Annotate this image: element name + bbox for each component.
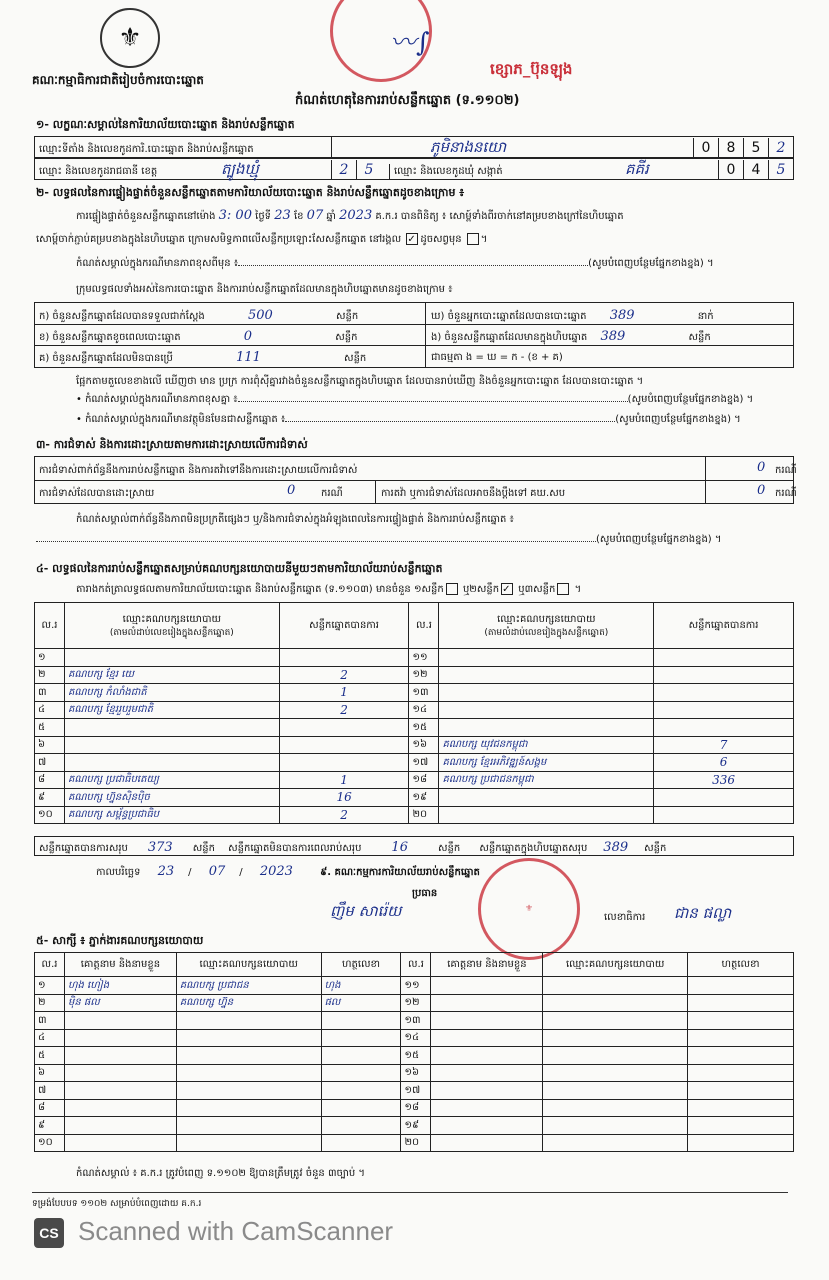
form-note: ទម្រង់បែបបទ ១១០២ សម្រាប់បំពេញដោយ គ.ក.រ [32,1199,202,1209]
row-no: ២០ [401,1134,431,1152]
agent-party [543,994,688,1012]
agent-signature [688,1064,794,1082]
s5-col-party-r: ឈ្មោះគណបក្សនយោបាយ [543,953,688,977]
agent-signature [688,1012,794,1030]
agent-name [64,1012,176,1030]
s1-row2-value2: គគីរ [625,160,649,178]
s2-line2: សោម្ព៍ចាក់ភ្ជាប់គម្របខាងក្នុងនៃហិបឆ្នោត ក្រោមសមិទ្ធភាពលើសន្លឹកប្រឡោះសែសន្លឹកឆ្នោត នៅរង្គល ✓ ដូចសព្វមុន ។ [36,234,488,245]
party-name: គណបក្ស ប្រជាជនកម្ពុជា [439,771,654,789]
s2-note: កំណត់សម្គាល់ក្នុងករណីមានភាពខុសពីមុន ៖ (សូមបំពេញបន្ថែមផ្នែកខាងខ្នង) ។ [76,258,714,269]
result-a: ក) ចំនួនសន្លឹកឆ្នោតដែលបានទទួលជាក់ស្តែង 500 សន្លឹក [39,308,359,323]
s4-col-votes: សន្លឹកឆ្នោតបានការ [279,603,409,649]
party-name [64,754,279,772]
s5-table [34,952,794,1152]
row-no: ៨ [35,771,65,789]
s5-col-sign-r: ហត្ថលេខា [688,953,794,977]
party-name [439,684,654,702]
s4-title: ៤- លទ្ធផលនៃការរាប់សន្លឹកឆ្នោតសម្រាប់គណបក្សនយោបាយនីមួយៗតាមការិយាល័យរាប់សន្លឹកឆ្នោត [36,562,443,575]
row-no: ៦ [35,1064,65,1082]
party-name: គណបក្ស ខ្មែររួបរួមជាតិ [64,701,279,719]
agent-name [64,1047,176,1065]
chair-label: ប្រធាន [412,888,438,899]
agent-signature [688,1134,794,1152]
result-d: ឃ) ចំនួនអ្នកបោះឆ្នោតដែលបានបោះឆ្នោត 389 នាក់ [431,308,714,323]
agent-party [176,1117,321,1135]
vote-count: 7 [654,736,794,754]
top-signature: 〰∫ [390,28,430,58]
agent-name [431,1099,543,1117]
agent-party [176,1099,321,1117]
agent-signature [321,1099,401,1117]
row-no: ៣ [35,684,65,702]
s3-note-line: (សូមបំពេញបន្ថែមផ្នែកខាងខ្នង) ។ [36,532,796,547]
table-row [35,736,794,754]
agent-name [431,1047,543,1065]
table-row [35,1082,794,1100]
agent-party [176,1047,321,1065]
party-name [439,649,654,667]
s1-row1-label: ឈ្មោះទីតាំង និងលេខកូដការិ.បោះឆ្នោត និងរាប់សន្លឹកឆ្នោត [39,144,254,155]
agent-party [176,1029,321,1047]
s4-col-votes-r: សន្លឹកឆ្នោតបានការ [654,603,794,649]
row-no: ១៨ [401,1099,431,1117]
table-row [35,719,794,737]
agent-party [543,977,688,995]
s5-title: ៥- សាក្សី ៖ ភ្នាក់ងារគណបក្សនយោបាយ [36,934,204,947]
row-no: ៥ [35,719,65,737]
vote-count: 6 [654,754,794,772]
s1-row1-code: 0 8 5 2 [693,137,793,157]
row-no: ៦ [35,736,65,754]
s5-footnote: កំណត់សម្គាល់ ៖ គ.ក.រ ត្រូវបំពេញ ទ.១១០២ ឱ្យបានត្រឹមត្រូវ ចំនួន ៣ច្បាប់ ។ [76,1168,365,1179]
vote-count [279,719,409,737]
vote-count: 336 [654,771,794,789]
party-name [439,719,654,737]
vote-count [279,736,409,754]
row-no: ១ [35,649,65,667]
agent-signature [688,1029,794,1047]
agent-signature: ផល [321,994,401,1012]
agent-name [64,1029,176,1047]
party-name: គណបក្ស ហ្វ៊ុនស៊ិនប៉ិច [64,789,279,807]
agent-name [431,1082,543,1100]
agent-signature [688,1047,794,1065]
agent-signature [321,1082,401,1100]
agent-name [64,1064,176,1082]
table-row [35,806,794,824]
agent-name [431,1012,543,1030]
party-name [64,736,279,754]
table-row [35,994,794,1012]
vote-count: 2 [279,806,409,824]
s4-col-party-r: ឈ្មោះគណបក្សនយោបាយ (តាមលំដាប់លេខរៀងក្នុងសន្លឹកឆ្នោត) [439,603,654,649]
row-no: ៤ [35,701,65,719]
row-no: ១៥ [401,1047,431,1065]
chair-signature: ញឹម សារ៉េយ [330,902,402,920]
agent-signature [321,1134,401,1152]
party-name: គណបក្ស ខ្មែរអភិវឌ្ឍន៍សង្គម [439,754,654,772]
s3-note: កំណត់សម្គាល់ពាក់ព័ន្ធនឹងភាពមិនប្រក្រតីផ្សេងៗ ឬ/និងការជំទាស់ក្នុងអំឡុងពេលនៃការផ្ទៀងផ្ទាត់ និងការរាប់សន្លឹកឆ្នោត ៖ [76,514,514,525]
agent-name [64,1082,176,1100]
table-row [35,789,794,807]
s2-year: 2023 [339,208,373,223]
vote-count [654,649,794,667]
row-no: ១៥ [409,719,439,737]
agent-party [543,1117,688,1135]
row-no: ១៦ [409,736,439,754]
agent-party: គណបក្ស ប្រជាជន [176,977,321,995]
s4-col-no-r: ល.រ [409,603,439,649]
s2-results-box [34,302,794,368]
s3-r2-unit2: ករណី [775,488,797,499]
s2-day: 23 [274,208,291,223]
vote-count [654,806,794,824]
s2-check-line: ផ្អែកតាមតួលេខខាងលើ ឃើញថា មាន ប្រក្រ ការពុំស៊ីគ្នារវាងចំនួនសន្លឹកឆ្នោតក្នុងហិបឆ្នោត ដែលបានរាប់ឃើញ និងចំនួនអ្នកបោះឆ្នោត ដែលបានបោះឆ្នោត ។ [76,376,644,387]
row-no: ១៧ [401,1082,431,1100]
agent-signature [321,1012,401,1030]
party-name [64,649,279,667]
org-name: គណៈកម្មាធិការជាតិរៀបចំការបោះឆ្នោត [32,73,204,87]
s1-row2-label2: ឈ្មោះ និងលេខកូដឃុំ សង្កាត់ [389,164,503,179]
s3-r2-unit: ករណី [321,488,343,499]
row-no: ៤ [35,1029,65,1047]
table-row [35,649,794,667]
s4-totals: សន្លឹកឆ្នោតបានការសរុប 373 សន្លឹក សន្លឹកឆ្នោតមិនបានការពេលរាប់សរុប 16 សន្លឹក សន្លឹកឆ្នោតក្នុងហិបឆ្នោតសរុប 389 សន្លឹក [34,836,794,856]
s1-row2 [34,158,794,180]
row-no: ៣ [35,1012,65,1030]
result-e: ង) ចំនួនសន្លឹកឆ្នោតដែលមានក្នុងហិបឆ្នោត 389 សន្លឹក [431,329,711,344]
s2-line1: ការផ្ទៀងផ្ទាត់ចំនួនសន្លឹកឆ្នោតនៅម៉ោង 3: 00 ថ្ងៃទី 23 ខែ 07 ឆ្នាំ 2023 គ.ក.រ បានពិនិត្យ ៖ សោម្ព៍ទាំងពីរចាក់នៅគម្របខាងក្រៅនៃហិបឆ្នោត [76,208,624,223]
s4-table [34,602,794,824]
s5-col-no-r: ល.រ [401,953,431,977]
same-checkbox[interactable]: ✓ [406,233,418,245]
agent-name [431,977,543,995]
agent-party [176,1064,321,1082]
row-no: ១៤ [401,1029,431,1047]
s1-row2-code: 2 5 [331,159,381,179]
agent-name: ហុង ហៀង [64,977,176,995]
s1-row2-label: ឈ្មោះ និងលេខកូដរាជធានី ខេត្ត [39,166,158,177]
party-name: គណបក្ស យុវជនកម្ពុជា [439,736,654,754]
agent-party [543,1134,688,1152]
agent-name [431,1029,543,1047]
s5-col-name: គោត្តនាម និងនាមខ្លួន [64,953,176,977]
agent-name [64,1134,176,1152]
red-name-stamp: ខ្សោភ_ប៊ុនឡុង [490,60,573,78]
agent-party [543,1047,688,1065]
s2-month: 07 [306,208,324,223]
s2-bullet1: • កំណត់សម្គាល់ក្នុងករណីមានភាពខុសគ្នា ៖ (សូមបំពេញបន្ថែមផ្នែកខាងខ្នង) ។ [76,394,754,405]
secretary-signature: ជាន ផល្លា [674,904,732,922]
table-row [35,771,794,789]
s5-col-sign: ហត្ថលេខា [321,953,401,977]
vote-count [279,754,409,772]
agent-signature [321,1064,401,1082]
party-name [64,719,279,737]
s3-title: ៣- ការជំទាស់ និងការដោះស្រាយតាមការដោះស្រាយលើការជំទាស់ [36,438,308,451]
table-row [35,1029,794,1047]
table-row [35,684,794,702]
row-no: ១៣ [409,684,439,702]
camscanner-text: Scanned with CamScanner [78,1216,394,1246]
camscanner-badge: CS [34,1218,64,1248]
vote-count [654,684,794,702]
agent-signature [321,1117,401,1135]
agent-party [543,1064,688,1082]
s2-results-intro: ក្រុមលទ្ធផលទាំងអស់នៃការបោះឆ្នោត និងការរាប់សន្លឹកឆ្នោតដែលមានក្នុងហិបឆ្នោតមានដូចខាងក្រោម ៖ [76,284,453,295]
s3-box [34,456,797,504]
sheet3-checkbox[interactable] [557,583,569,595]
agent-signature [688,994,794,1012]
vote-count: 1 [279,684,409,702]
sheet2-checkbox[interactable]: ✓ [501,583,513,595]
agent-signature [688,1117,794,1135]
s3-r1-value: 0 [757,460,766,475]
agent-party [543,1029,688,1047]
party-name [439,806,654,824]
agent-party [543,1099,688,1117]
vote-count: 2 [279,666,409,684]
agent-party [543,1012,688,1030]
row-no: ៩ [35,1117,65,1135]
agent-signature: ហុង [321,977,401,995]
row-no: ៧ [35,1082,65,1100]
row-no: ១៨ [409,771,439,789]
table-row [35,666,794,684]
agent-party [176,1082,321,1100]
s4-col-no: ល.រ [35,603,65,649]
party-name: គណបក្ស ខ្មែរ យេ [64,666,279,684]
form-title: កំណត់ហេតុនៃការរាប់សន្លឹកឆ្នោត (ទ.១១០២) [295,93,520,108]
vote-count [279,649,409,667]
row-no: ១០ [35,1134,65,1152]
s4-date: កាលបរិច្ឆេទ 23 / 07 / 2023 ៩. គណៈកម្មការការិយាល័យរាប់សន្លឹកឆ្នោត [96,864,480,879]
s2-bullet2: • កំណត់សម្គាល់ក្នុងករណីមានវត្ថុមិនមែនជាសន្លឹកឆ្នោត ៖ (សូមបំពេញបន្ថែមផ្នែកខាងខ្នង) ។ [76,414,741,425]
agent-name [431,1134,543,1152]
party-name [439,666,654,684]
agent-name [431,1117,543,1135]
secretary-label: លេខាធិការ [604,912,646,923]
s2-title: ២- លទ្ធផលនៃការផ្ទៀងផ្ទាត់ចំនួនសន្លឹកឆ្នោតតាមការិយាល័យបោះឆ្នោត និងរាប់សន្លឹកឆ្នោតដូចខាងក្រោម ៖ [36,186,465,199]
table-row [35,1134,794,1152]
agent-name [431,994,543,1012]
party-name: គណបក្ស កំលាំងជាតិ [64,684,279,702]
emblem-icon: ⚜ [100,8,160,68]
s5-col-party: ឈ្មោះគណបក្សនយោបាយ [176,953,321,977]
s1-row1 [34,136,794,158]
vote-count: 1 [279,771,409,789]
row-no: ១៧ [409,754,439,772]
s3-r2-label: ការជំទាស់ដែលបានដោះស្រាយ [39,488,155,499]
agent-party: គណបក្ស ហ្វ៊ុន [176,994,321,1012]
s3-r1-unit: ករណី [775,465,797,476]
s1-row1-value: ភូមិនាងនយោ [430,138,507,156]
result-b: ខ) ចំនួនសន្លឹកឆ្នោតខូចពេលបោះឆ្នោត 0 សន្លឹក [39,329,358,344]
s3-r2-value: 0 [287,483,296,498]
agent-name [64,1117,176,1135]
table-row [35,977,794,995]
row-no: ២ [35,666,65,684]
row-no: ១២ [409,666,439,684]
agent-signature [321,1029,401,1047]
diff-checkbox[interactable] [467,233,479,245]
vote-count: 16 [279,789,409,807]
row-no: ១១ [401,977,431,995]
s5-col-name-r: គោត្តនាម និងនាមខ្លួន [431,953,543,977]
table-row [35,701,794,719]
agent-party [176,1134,321,1152]
agent-signature [321,1047,401,1065]
s1-row2-code2: 0 4 5 [718,159,793,179]
table-row [35,1117,794,1135]
vote-count [654,666,794,684]
agent-name [431,1064,543,1082]
row-no: ១៩ [409,789,439,807]
agent-party [176,1012,321,1030]
row-no: ១៦ [401,1064,431,1082]
s3-r1-label: ការជំទាស់ពាក់ព័ន្ធនឹងការរាប់សន្លឹកឆ្នោត និងការតវ៉ាទៅនឹងការដោះស្រាយលើការជំទាស់ [39,465,358,476]
row-no: ១០ [35,806,65,824]
row-no: ២ [35,994,65,1012]
row-no: ១២ [401,994,431,1012]
row-no: ១ [35,977,65,995]
s1-title: ១- លក្ខណៈសម្គាល់នៃការិយាល័យបោះឆ្នោត និងរាប់សន្លឹកឆ្នោត [36,118,295,131]
row-no: ៨ [35,1099,65,1117]
s1-row2-value: ត្បូងឃ្មុំ [221,160,259,178]
vote-count [654,719,794,737]
party-name [439,701,654,719]
table-row [35,1012,794,1030]
agent-signature [688,1082,794,1100]
row-no: ១៩ [401,1117,431,1135]
table-row [35,1099,794,1117]
s4-intro: តារាងកត់ត្រាលទ្ធផលតាមការិយាល័យបោះឆ្នោត និងរាប់សន្លឹកឆ្នោត (ទ.១១០៣) មានចំនួន ១សន្លឹក ឬ២សន្លឹក ✓ ឬ៣សន្លឹក ។ [76,584,582,595]
agent-name: ម៉ិន ផល [64,994,176,1012]
vote-count: 2 [279,701,409,719]
party-name: គណបក្ស ប្រជាធិបតេយ្យ [64,771,279,789]
s5-col-no: ល.រ [35,953,65,977]
vote-count [654,789,794,807]
row-no: ៩ [35,789,65,807]
agent-party [543,1082,688,1100]
row-no: ១៤ [409,701,439,719]
result-formula: ជាធម្មតា ង = ឃ = ក - (ខ + គ) [431,352,563,363]
row-no: ១៣ [401,1012,431,1030]
agent-signature [688,977,794,995]
s2-time: 3: 00 [218,208,252,223]
party-name: គណបក្ស សម្ព័ន្ធប្រជាធិប [64,806,279,824]
row-no: ៥ [35,1047,65,1065]
agent-name [64,1099,176,1117]
vote-count [654,701,794,719]
row-no: ២០ [409,806,439,824]
party-name [439,789,654,807]
result-c: គ) ចំនួនសន្លឹកឆ្នោតដែលមិនបានប្រើ 111 សន្លឹក [39,350,367,365]
table-row [35,1064,794,1082]
row-no: ៧ [35,754,65,772]
table-row [35,754,794,772]
s4-col-party: ឈ្មោះគណបក្សនយោបាយ (តាមលំដាប់លេខរៀងក្នុងសន្លឹកឆ្នោត) [64,603,279,649]
agent-signature [688,1099,794,1117]
s3-r2-label2: ការតវ៉ា ឬការជំទាស់ដែលអាចនឹងប្តឹងទៅ គឃ.សប [381,488,566,499]
commission-seal: ⚜ [478,858,580,960]
table-row [35,1047,794,1065]
row-no: ១១ [409,649,439,667]
sheet1-checkbox[interactable] [446,583,458,595]
s3-r2-value2: 0 [757,483,766,498]
